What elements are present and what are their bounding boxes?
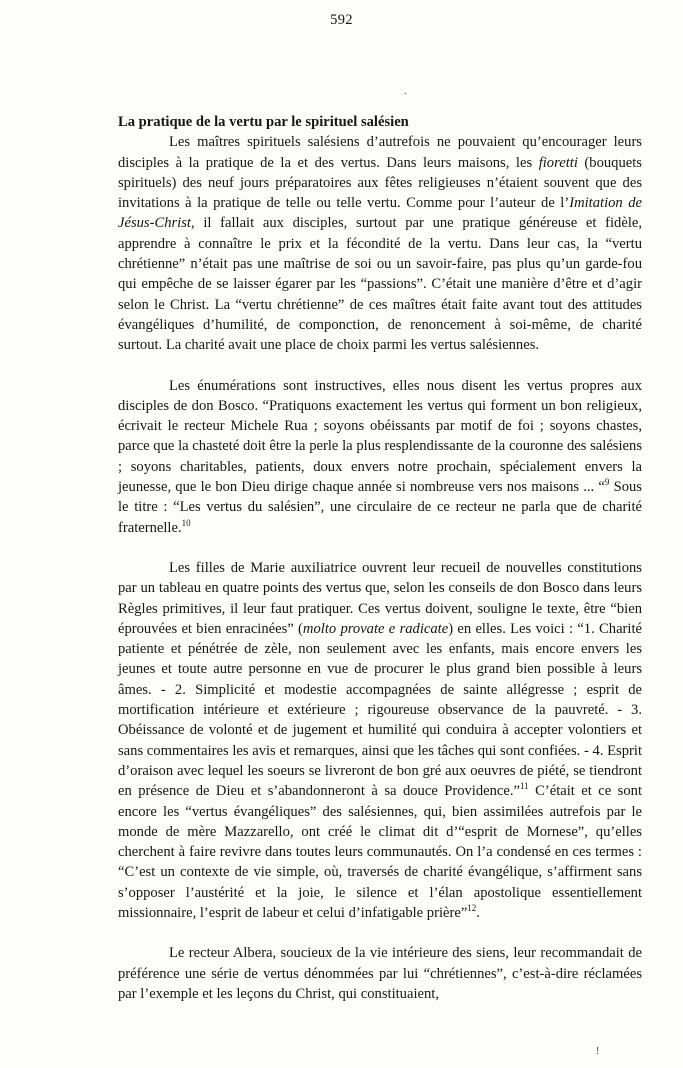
footnote-ref: 9: [604, 477, 610, 488]
italic-text: fioretti: [538, 154, 578, 171]
text-run: Sous le titre : “Les vertus du salésien”, une circulaire de ce recteur ne parla que de charité fraternelle.: [118, 479, 642, 536]
text-run: Les maîtres spirituels salésiens d’autrefois ne pouvaient qu’encourager leurs disciples à la pratique de la et des vertus. Dans leurs maisons, les: [118, 134, 642, 171]
footnote-ref: 12: [467, 903, 477, 914]
scan-speck: .: [404, 86, 407, 97]
section-heading: La pratique de la vertu par le spirituel salésien: [118, 114, 409, 130]
paragraph: [118, 376, 642, 538]
text-run: .: [476, 904, 480, 921]
text-run: Les énumérations sont instructives, elles nous disent les vertus propres aux disciples de don Bosco. “Pratiquons exactement les vertus qui forment un bon religieux, écrivait le recteur Michele Rua ; soyons obéissants par motif de foi ; soyons chastes, parce que la chasteté doit être la perle la plus resplendissante de la couronne des salésiens ; soyons charitables, patients, doux envers notre prochain, spécialement envers la jeunesse, que le bon Dieu dirige chaque année si nombreuse vers nos maisons ... “: [118, 377, 642, 496]
paragraph: [118, 558, 642, 923]
page-number: 592: [330, 12, 353, 28]
text-run: (bouquets spirituels) des neuf jours préparatoires aux fêtes religieuses n’étaient souvent que des invitations à la pratique de telle ou telle vertu. Comme pour l’auteur de l’: [118, 154, 642, 212]
text-run: C’était et ce sont encore les “vertus évangéliques” des salésiennes, qui, bien assimilées autrefois par le monde de mère Mazzarello, ont créé le climat dit d’“esprit de Mornese”, qu’elles cherchent à faire revivre dans toutes leurs communautés. On l’a condensé en ces termes : “C’est un contexte de vie simple, où, traversés de charité évangélique, s’affirment sans s’opposer l’austérité et la joie, le silence et l’élan apostolique essentiellement missionnaire, l’esprit de labeur et celui d’infatigable prière”: [118, 783, 642, 921]
text-run: ) en elles. Les voici : “1. Charité patiente et pénétrée de zèle, non seulement avec les enfants, mais encore envers les jeunes et toute autre personne en vue de procurer le plus grand bien possible à leurs âmes. - 2. Simplicité et modestie accompagnées de sainte allégresse ; esprit de mortification intérieure et extérieure ; rigoureuse observance de la pauvreté. - 3. Obéissance de volonté et de jugement et humilité qui conduira à accepter volontiers et sans commentaires les avis et remarques, ainsi que les tâches qui sont confiées. - 4. Esprit d’oraison avec lequel les soeurs se livreront de bon gré aux oeuvres de piété, se tiendront en présence de Dieu et s’abandonneront à sa douce Providence.”: [118, 620, 643, 800]
text-run: Le recteur Albera, soucieux de la vie intérieure des siens, leur recommandait de préférence une série de vertus dénommées par lui “chrétiennes”, c’est-à-dire réclamées par l’exemple et les leçons du Christ, qui constituaient,: [118, 945, 642, 1002]
text-run: , il fallait aux disciples, surtout par une pratique généreuse et fidèle, apprendre à connaître le prix et la fécondité de la vertu. Dans leur cas, la “vertu chrétienne” n’était pas une maîtrise de soi ou un savoir-faire, pas plus qu’un garde-fou qui empêche de se laisser égarer par les “passions”. C’était une manière d’être et d’agir selon le Christ. La “vertu chrétienne” de ces maîtres était faite avant tout des attitudes évangéliques d’humilité, de componction, de renoncement à soi-même, de charité surtout. La charité avait une place de choix parmi les vertus salésiennes.: [118, 215, 642, 354]
text-run: Les filles de Marie auxiliatrice ouvrent leur recueil de nouvelles constitutions par un tableau en quatre points des vertus que, selon les conseils de don Bosco dans leurs Règles primitives, il leur faut pratiquer. Ces vertus doivent, souligne le texte, être “bien éprouvées et bien enracinées” (: [118, 559, 642, 637]
italic-text: molto provate e radicate: [302, 620, 449, 637]
paragraph: [118, 132, 642, 355]
scan-speck: !: [596, 1046, 600, 1057]
footnote-ref: 10: [181, 517, 191, 528]
paragraph: [118, 943, 642, 1004]
text-body: [118, 112, 642, 1004]
footnote-ref: 11: [520, 781, 529, 792]
italic-text: Imitation de Jésus-Christ: [118, 195, 643, 232]
